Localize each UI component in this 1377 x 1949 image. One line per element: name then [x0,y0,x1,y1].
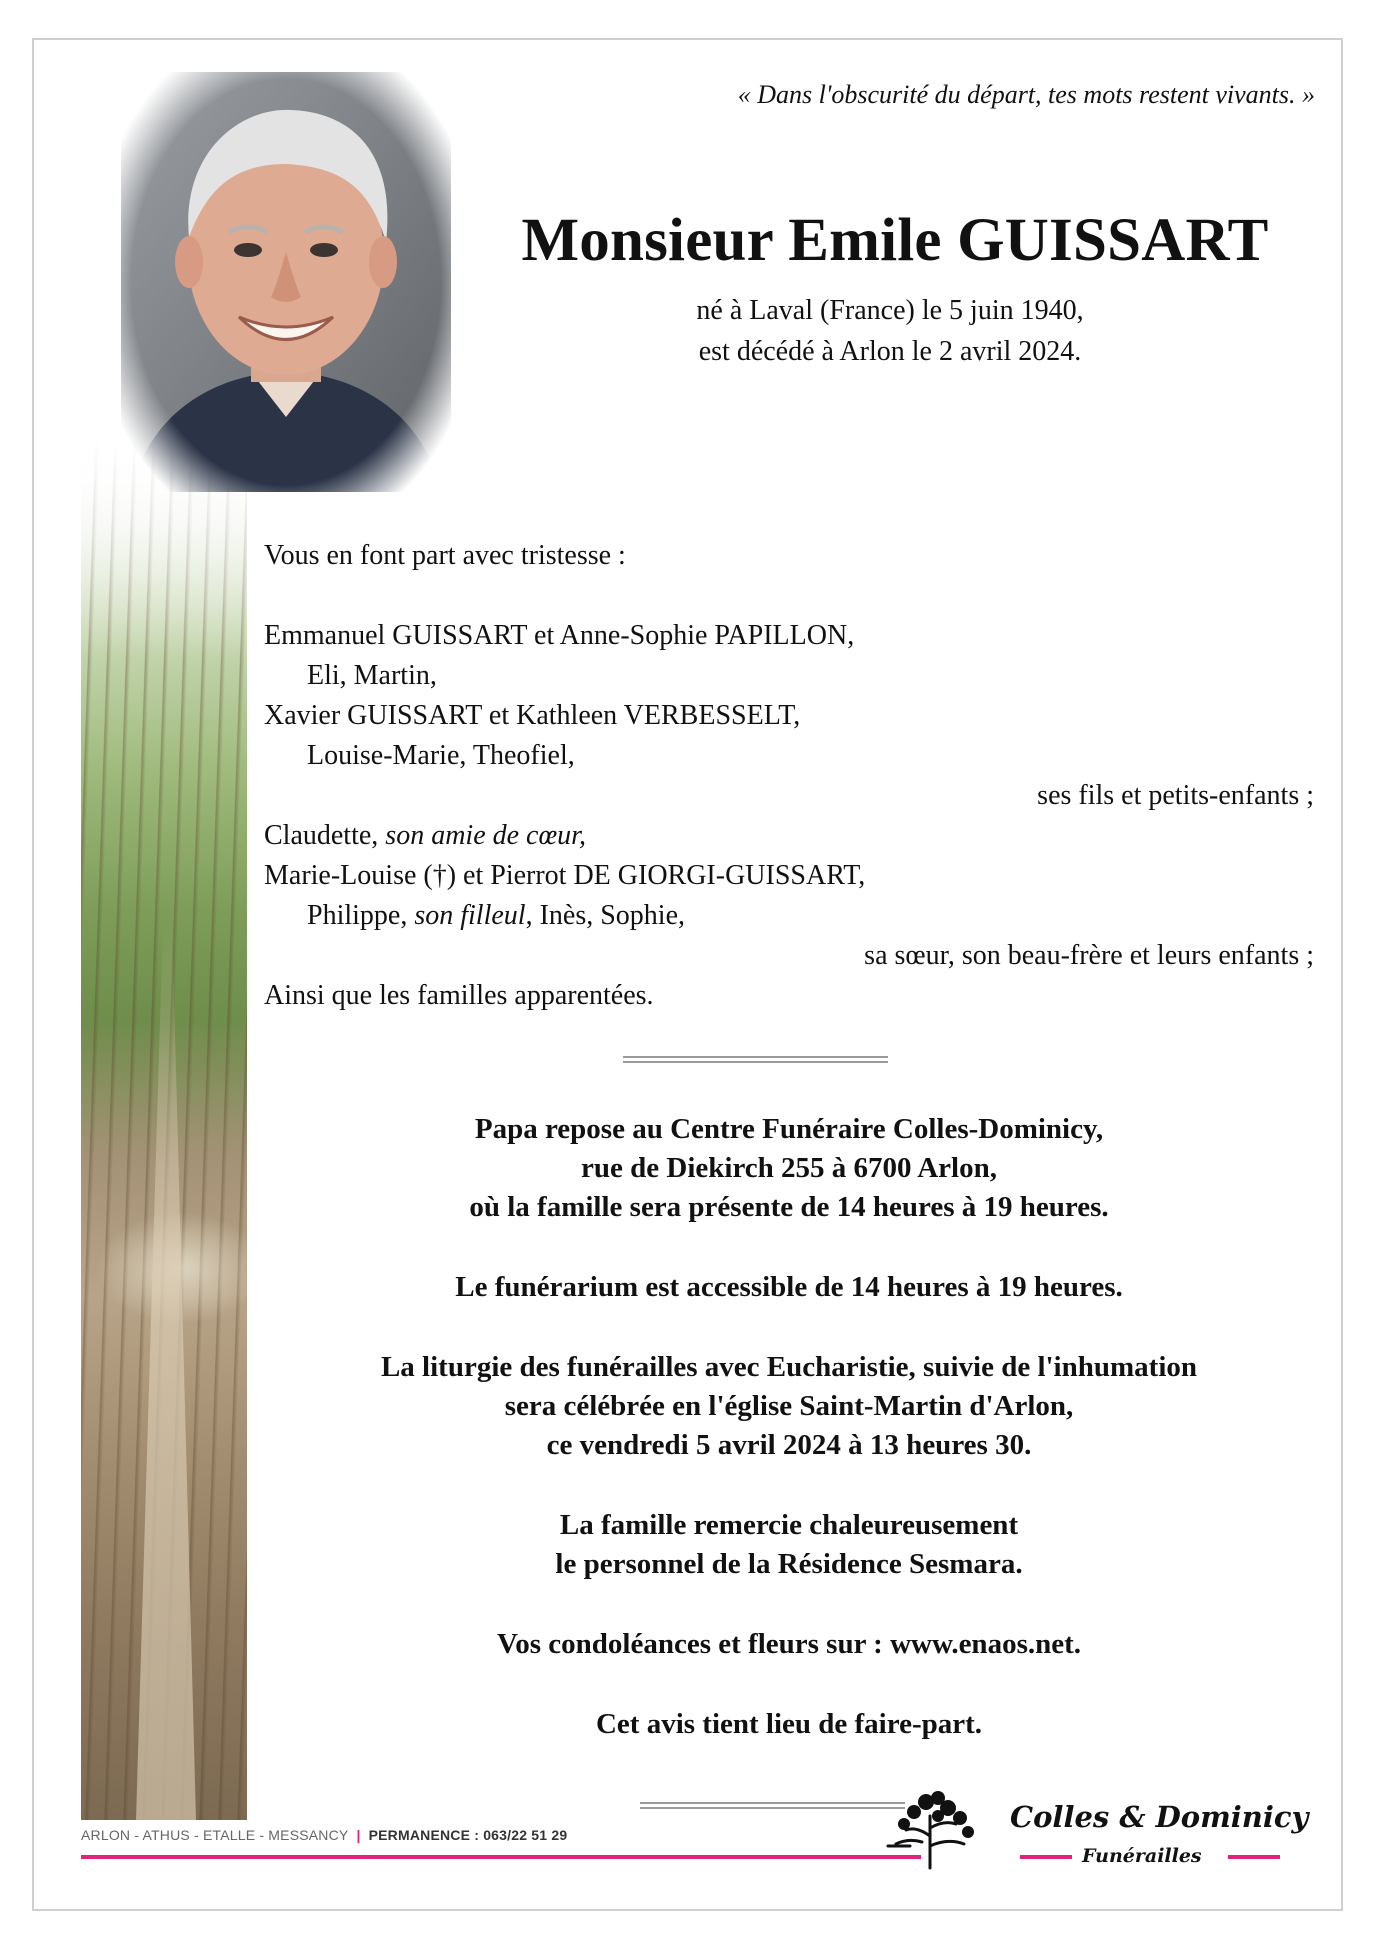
family-line: Louise-Marie, Theofiel, [307,740,575,771]
funeral-details [264,1110,1314,1785]
family-relation: ses fils et petits-enfants ; [1037,780,1314,811]
portrait-photo [121,72,451,492]
birth-death-info [490,290,1290,372]
family-relation: sa sœur, son beau-frère et leurs enfants ; [864,940,1314,971]
family-line [264,816,1314,856]
epitaph-quote: « Dans l'obscurité du départ, tes mots restent vivants. » [737,80,1315,109]
footer-separator: | [356,1827,361,1843]
family-line [264,896,1314,936]
death-line: est décédé à Arlon le 2 avril 2024. [698,336,1082,367]
forest-path-image [81,440,247,1820]
condolences-info: Vos condoléances et fleurs sur : www.enaos.net. [496,1628,1082,1660]
footer-contact [81,1827,567,1843]
notice-info: Cet avis tient lieu de faire-part. [595,1708,983,1740]
thanks-line: La famille remercie chaleureusement [559,1509,1019,1541]
family-member: , Inès, Sophie, [525,900,686,931]
family-member: Philippe, [307,900,408,931]
intro-text: Vous en font part avec tristesse : [264,540,626,571]
family-line: Marie-Louise (†) et Pierrot DE GIORGI-GUISSART, [264,860,866,891]
brand-subtitle: Funérailles [1082,1845,1202,1867]
brand-accent-line-left [1020,1855,1072,1859]
ceremony-line: La liturgie des funérailles avec Eucharistie, suivie de l'inhumation [380,1351,1198,1383]
family-line: Ainsi que les familles apparentées. [264,980,654,1011]
family-line: Xavier GUISSART et Kathleen VERBESSELT, [264,700,801,731]
brand-accent-line-right [1228,1855,1280,1859]
wake-line: rue de Diekirch 255 à 6700 Arlon, [581,1152,997,1184]
funerarium-info: Le funérarium est accessible de 14 heures à 19 heures. [455,1271,1123,1303]
family-line: Emmanuel GUISSART et Anne-Sophie PAPILLON, [264,620,855,651]
footer-accent-line [81,1855,921,1859]
family-member: Claudette, [264,820,379,851]
tree-logo-icon [886,1786,981,1871]
ceremony-line: ce vendredi 5 avril 2024 à 13 heures 30. [546,1429,1032,1461]
thanks-line: le personnel de la Résidence Sesmara. [555,1548,1023,1580]
thanks-info [264,1506,1314,1584]
family-role: son amie de cœur, [385,820,586,851]
wake-line: Papa repose au Centre Funéraire Colles-Dominicy, [474,1113,1104,1145]
family-announcement [264,536,1314,1016]
wake-info [264,1110,1314,1227]
ceremony-line: sera célébrée en l'église Saint-Martin d'Arlon, [504,1390,1074,1422]
permanence-phone: PERMANENCE : 063/22 51 29 [368,1827,568,1843]
wake-line: où la famille sera présente de 14 heures à 19 heures. [469,1191,1109,1223]
birth-line: né à Laval (France) le 5 juin 1940, [696,295,1084,326]
ceremony-info [264,1348,1314,1465]
deceased-name: Monsieur Emile GUISSART [521,207,1269,274]
brand-name: Colles & Dominicy [1010,1800,1309,1834]
footer-divider [640,1802,905,1809]
branch-locations: ARLON - ATHUS - ETALLE - MESSANCY [81,1827,349,1843]
section-divider [623,1056,888,1063]
family-role: son filleul [414,900,526,931]
family-line: Eli, Martin, [307,660,437,691]
